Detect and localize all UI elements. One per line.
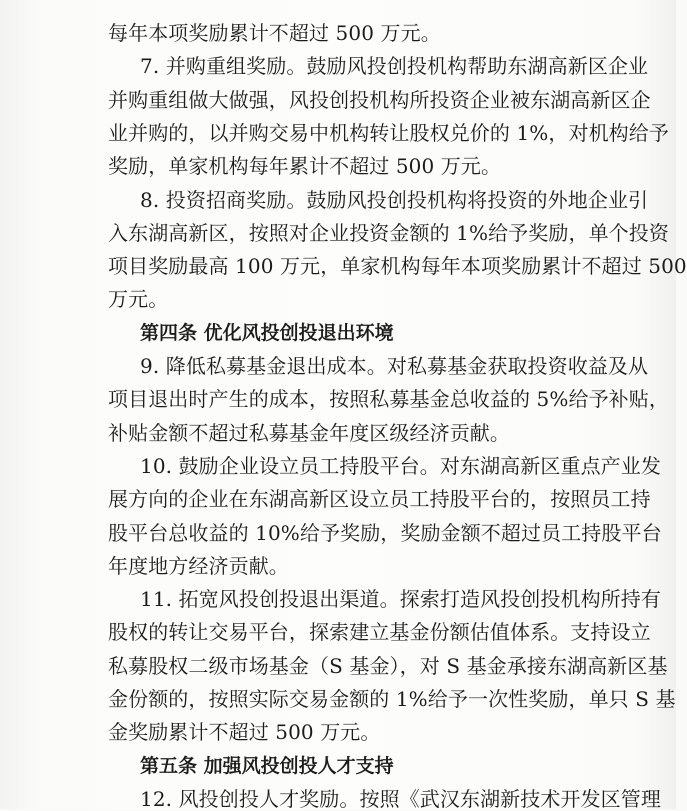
text-line: 并购重组做大做强，风投创投机构所投资企业被东湖高新区企 — [108, 88, 651, 112]
text-line: 每年本项奖励累计不超过 500 万元。 — [108, 21, 441, 45]
section-heading: 第五条 加强风投创投人才支持 — [140, 755, 394, 777]
text-line: 项目奖励最高 100 万元，单家机构每年本项奖励累计不超过 500 — [108, 254, 687, 278]
text-line: 股权的转让交易平台，探索建立基金份额估值体系。支持设立 — [108, 620, 651, 644]
text-line: 11. 拓宽风投创投退出渠道。探索打造风投创投机构所持有 — [140, 587, 661, 611]
text-line: 展方向的企业在东湖高新区设立员工持股平台的，按照员工持 — [108, 487, 651, 511]
section-heading: 第四条 优化风投创投退出环境 — [140, 322, 394, 344]
text-line: 万元。 — [108, 287, 169, 311]
text-line: 金份额的，按照实际交易金额的 1%给予一次性奖励，单只 S 基 — [108, 687, 676, 711]
text-line: 入东湖高新区，按照对企业投资金额的 1%给予奖励，单个投资 — [108, 221, 669, 245]
text-line: 8. 投资招商奖励。鼓励风投创投机构将投资的外地企业引 — [140, 188, 649, 212]
text-line: 10. 鼓励企业设立员工持股平台。对东湖高新区重点产业发 — [140, 454, 661, 478]
text-line: 业并购的，以并购交易中机构转让股权兑价的 1%，对机构给予 — [108, 121, 669, 145]
text-line: 12. 风投创投人才奖励。按照《武汉东湖新技术开发区管理 — [140, 787, 661, 811]
text-line: 私募股权二级市场基金（S 基金），对 S 基金承接东湖高新区基 — [108, 654, 668, 678]
text-line: 补贴金额不超过私募基金年度区级经济贡献。 — [108, 421, 510, 445]
text-line: 金奖励累计不超过 500 万元。 — [108, 720, 381, 744]
text-line: 9. 降低私募基金退出成本。对私募基金获取投资收益及从 — [140, 354, 649, 378]
text-line: 项目退出时产生的成本，按照私募基金总收益的 5%给予补贴， — [108, 387, 669, 411]
text-line: 奖励，单家机构每年累计不超过 500 万元。 — [108, 154, 502, 178]
text-line: 股平台总收益的 10%给予奖励，奖励金额不超过员工持股平台 — [108, 521, 662, 545]
text-line: 年度地方经济贡献。 — [108, 554, 289, 578]
text-line: 7. 并购重组奖励。鼓励风投创投机构帮助东湖高新区企业 — [140, 54, 649, 78]
